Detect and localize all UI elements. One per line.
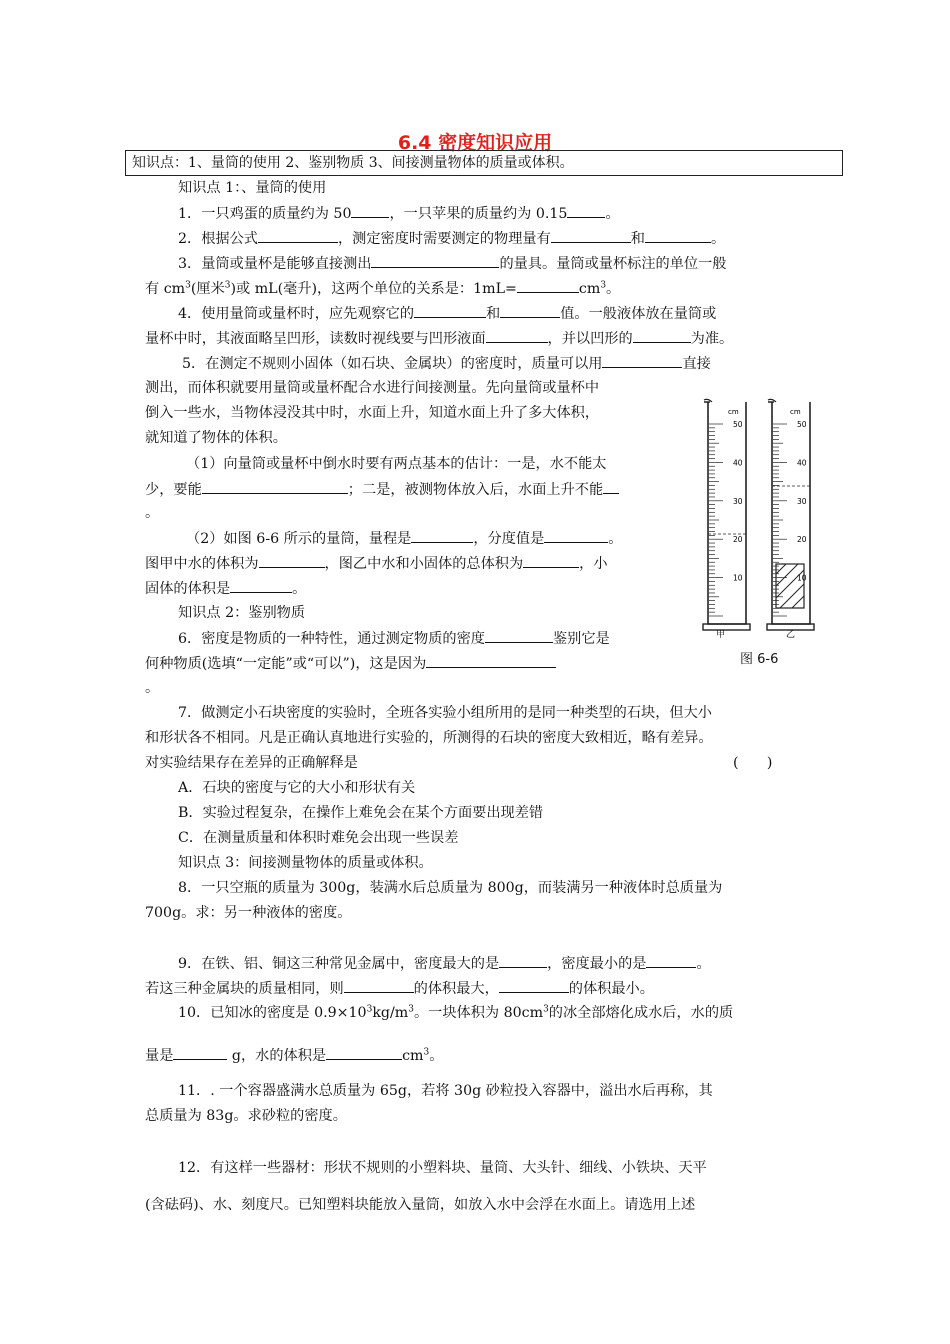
answer-blank[interactable] — [258, 228, 338, 243]
question-4-line-1: 4．使用量筒或量杯时，应先观察它的 和 值。一般液体放在量筒或 — [178, 303, 716, 324]
question-12-line-2: (含砝码)、水、刻度尺。已知塑料块能放入量筒，如放入水中会浮在水面上。请选用上述 — [145, 1197, 696, 1213]
question-5-sub1-line-2: 少，要能 ；二是，被测物体放入后，水面上升不能 — [145, 479, 619, 500]
answer-blank[interactable] — [645, 228, 711, 243]
scale-label: 40 — [797, 458, 807, 468]
scale-label: 20 — [797, 535, 807, 545]
answer-blank[interactable] — [230, 578, 292, 593]
question-5-line-4: 就知道了物体的体积。 — [145, 430, 287, 446]
scale-label: 10 — [733, 573, 743, 583]
option-b: B．实验过程复杂，在操作上难免会在某个方面要出现差错 — [178, 805, 544, 821]
unit-label-right: cm — [790, 408, 801, 416]
question-10-line-1: 10．已知冰的密度是 $0.9\times 10^3kg/m^3$。一块体积为 $80cm^3$的冰全部熔化成水后，水的质 — [178, 1004, 734, 1021]
question-6-line-2: 何种物质(选填“一定能”或“可以”)，这是因为 — [145, 653, 556, 674]
question-5-sub1-line-1: （1）向量筒或量杯中倒水时要有两点基本的估计：一是，水不能太 — [186, 456, 607, 472]
question-5-line-1: 5．在测定不规则小固体（如石块、金属块）的密度时，质量可以用 直接 — [182, 353, 711, 374]
question-3-line-1: 3．量筒或量杯是能够直接测出 的量具。量筒或量杯标注的单位一般 — [178, 253, 726, 274]
question-11-line-1: 11．. 一个容器盛满水总质量为 65g，若将 30g 砂粒投入容器中，溢出水后再称，其 — [178, 1083, 713, 1099]
question-8-line-1: 8．一只空瓶的质量为 300g，装满水后总质量为 800g，而装满另一种液体时总质量为 — [178, 880, 723, 896]
graduated-cylinder-figure — [696, 394, 826, 640]
answer-blank[interactable] — [344, 978, 414, 993]
answer-blank[interactable] — [326, 1045, 402, 1060]
answer-blank[interactable] — [411, 528, 473, 543]
question-9-line-2: 若这三种金属块的质量相同，则 的体积最大， 的体积最小。 — [145, 978, 654, 999]
option-c: C．在测量质量和体积时难免会出现一些误差 — [178, 830, 459, 846]
question-11-line-2: 总质量为 83g。求砂粒的密度。 — [145, 1108, 347, 1124]
question-2: 2．根据公式 ，测定密度时需要测定的物理量有 和 。 — [178, 228, 725, 249]
scale-label: 50 — [733, 420, 743, 429]
page-title: 6.4 密度知识应用 — [397, 132, 553, 154]
answer-blank[interactable] — [646, 953, 696, 968]
cylinder-right — [767, 399, 814, 640]
question-5-sub1-line-3: 。 — [145, 505, 160, 521]
knowledge-summary-box: 知识点：1、量筒的使用 2、鉴别物质 3、间接测量物体的质量或体积。 — [125, 150, 843, 176]
answer-blank[interactable] — [500, 303, 560, 318]
answer-blank[interactable] — [426, 653, 556, 668]
question-1: 1．一只鸡蛋的质量约为 50 ，一只苹果的质量约为 0.15 。 — [178, 203, 620, 224]
answer-blank[interactable] — [371, 253, 499, 268]
answer-blank[interactable] — [551, 228, 631, 243]
question-7-line-2: 和形状各不相同。凡是正确认真地进行实验的，所测得的石块的密度大致相近，略有差异。 — [145, 730, 713, 746]
answer-blank[interactable] — [567, 203, 605, 218]
cylinder-left — [703, 399, 750, 640]
kp1-heading: 知识点 1：、量筒的使用 — [178, 180, 327, 196]
question-3-line-2: 有 $cm^3$(厘米$^3$)或 mL(毫升)，这两个单位的关系是：$1mL= cm^3$。 — [145, 278, 620, 299]
kp3-heading: 知识点 3：间接测量物体的质量或体积。 — [178, 855, 433, 871]
answer-blank[interactable] — [486, 328, 548, 343]
scale-label: 30 — [733, 496, 743, 506]
question-5-sub2-line-2: 图甲中水的体积为 ，图乙中水和小固体的总体积为 ，小 — [145, 553, 608, 574]
question-5-line-2: 测出，而体积就要用量筒或量杯配合水进行间接测量。先向量筒或量杯中 — [145, 380, 600, 396]
answer-blank[interactable] — [602, 353, 682, 368]
question-12-line-1: 12．有这样一些器材：形状不规则的小塑料块、量筒、大头针、细线、小铁块、天平 — [178, 1160, 707, 1176]
answer-blank[interactable] — [173, 1045, 227, 1060]
answer-blank[interactable] — [499, 978, 569, 993]
option-a: A．石块的密度与它的大小和形状有关 — [178, 780, 416, 796]
question-6-line-3: 。 — [145, 680, 160, 696]
scale-label: 20 — [733, 535, 743, 545]
answer-blank[interactable] — [414, 303, 486, 318]
question-5-sub2-line-3: 固体的体积是 。 — [145, 578, 306, 599]
figure-caption: 图 6-6 — [740, 652, 779, 667]
scale-label: 40 — [733, 458, 743, 468]
solid-object — [776, 564, 804, 608]
answer-blank[interactable] — [603, 479, 619, 494]
answer-blank[interactable] — [485, 628, 553, 643]
answer-blank[interactable] — [544, 528, 608, 543]
answer-blank[interactable] — [499, 953, 547, 968]
question-4-line-2: 量杯中时，其液面略呈凹形，读数时视线要与凹形液面 ，并以凹形的 为准。 — [145, 328, 733, 349]
kp2-heading: 知识点 2：鉴别物质 — [178, 605, 306, 621]
answer-blank[interactable] — [259, 553, 325, 568]
question-5-line-3: 倒入一些水，当物体浸没其中时，水面上升，知道水面上升了多大体积， — [145, 405, 600, 421]
question-7-line-3: 对实验结果存在差异的正确解释是 — [145, 755, 358, 771]
answer-parentheses[interactable]: ( ) — [733, 755, 773, 771]
question-6-line-1: 6．密度是物质的一种特性，通过测定物质的密度 鉴别它是 — [178, 628, 610, 649]
answer-blank[interactable] — [351, 203, 389, 218]
question-5-sub2-line-1: （2）如图 6-6 所示的量筒，量程是 ，分度值是 。 — [186, 528, 623, 549]
answer-blank[interactable] — [517, 278, 579, 293]
scale-label: 50 — [797, 420, 807, 429]
label-yi: 乙 — [786, 630, 796, 640]
question-8-line-2: 700g。求：另一种液体的密度。 — [145, 905, 352, 921]
question-7-line-1: 7．做测定小石块密度的实验时，全班各实验小组所用的是同一种类型的石块，但大小 — [178, 705, 712, 721]
question-10-line-2: 量是 g，水的体积是 $cm^3$。 — [145, 1045, 443, 1066]
scale-label: 10 — [797, 573, 807, 583]
scale-label: 30 — [797, 496, 807, 506]
answer-blank[interactable] — [633, 328, 691, 343]
answer-blank[interactable] — [202, 479, 348, 494]
unit-label-left: cm — [728, 408, 739, 416]
scale-left — [709, 420, 743, 616]
question-9-line-1: 9．在铁、铝、铜这三种常见金属中，密度最大的是 ，密度最小的是 。 — [178, 953, 711, 974]
label-jia: 甲 — [716, 630, 726, 640]
answer-blank[interactable] — [523, 553, 579, 568]
